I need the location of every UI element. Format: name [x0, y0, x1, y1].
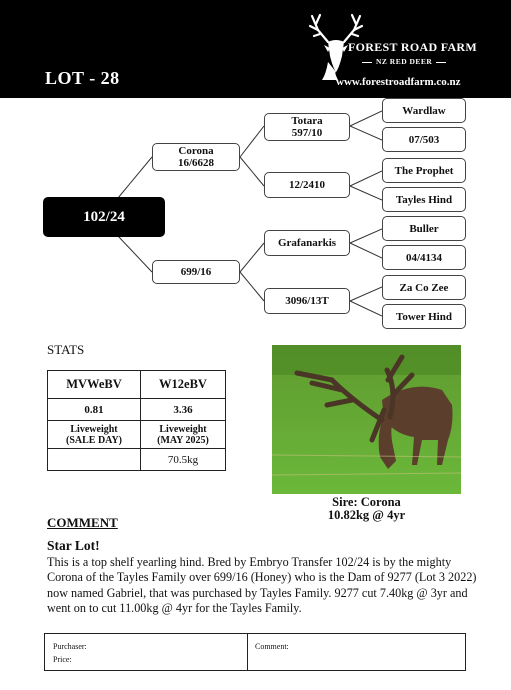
comment-body: This is a top shelf yearling hind. Bred by Embryo Transfer 102/24 is by the mighty Corona of the Tayles Family over 699/16 (Honey) who is the Dam of 9277 (Lot 3 2022) now named Gabriel, that was purchased by Tayles Family. 9277 cut 7.40kg @ 3yr and went on to cut 11.00kg @ 4yr for the Tayles Family.: [47, 555, 477, 615]
farm-name: FOREST ROAD FARM: [348, 40, 478, 54]
sire-sire-name: Totara: [291, 115, 323, 127]
stats-liveweight: 70.5kg: [141, 449, 226, 471]
deer-photo: [272, 345, 461, 494]
stats-table: [47, 370, 226, 471]
gg-box: 07/503: [382, 127, 466, 152]
sire-box: [152, 143, 240, 171]
sire-name: Corona: [178, 145, 214, 157]
dam-sire-box: Grafanarkis: [264, 230, 350, 256]
stats-label: Liveweight (SALE DAY): [48, 421, 141, 449]
form-divider: [247, 634, 248, 670]
gg-box: The Prophet: [382, 158, 466, 183]
sire-caption-weight: 10.82kg @ 4yr: [327, 508, 406, 522]
price-label: Price:: [53, 655, 72, 664]
stats-header: W12eBV: [141, 371, 226, 399]
pedigree-chart: [0, 98, 511, 338]
comment-subheading: Star Lot!: [47, 538, 100, 553]
comment-heading: COMMENT: [47, 515, 118, 530]
sire-caption: [272, 496, 461, 522]
stats-value: 3.36: [141, 399, 226, 421]
purchase-form: [44, 633, 466, 671]
stats-header: MVWeBV: [48, 371, 141, 399]
gg-box: Buller: [382, 216, 466, 241]
dam-dam-box: 3096/13T: [264, 288, 350, 314]
stats-title: STATS: [47, 342, 85, 357]
farm-url: www.forestroadfarm.co.nz: [336, 76, 461, 88]
sire-dam-box: 12/2410: [264, 172, 350, 198]
gg-box: Tower Hind: [382, 304, 466, 329]
comment-label: Comment:: [255, 642, 289, 651]
sire-sire-box: [264, 113, 350, 141]
stats-label: Liveweight (MAY 2025): [141, 421, 226, 449]
farm-subtitle: NZ RED DEER: [358, 57, 450, 66]
gg-box: 04/4134: [382, 245, 466, 270]
gg-box: Tayles Hind: [382, 187, 466, 212]
sire-sire-id: 597/10: [291, 127, 323, 139]
dam-box: 699/16: [152, 260, 240, 284]
purchaser-label: Purchaser:: [53, 642, 87, 651]
stats-liveweight: [48, 449, 141, 471]
gg-box: Za Co Zee: [382, 275, 466, 300]
lot-number: LOT - 28: [45, 68, 120, 88]
stats-value: 0.81: [48, 399, 141, 421]
sire-id: 16/6628: [177, 157, 215, 169]
animal-box: 102/24: [43, 197, 165, 237]
header-banner: [0, 0, 511, 98]
gg-box: Wardlaw: [382, 98, 466, 123]
sire-caption-name: Sire: Corona: [332, 495, 401, 509]
